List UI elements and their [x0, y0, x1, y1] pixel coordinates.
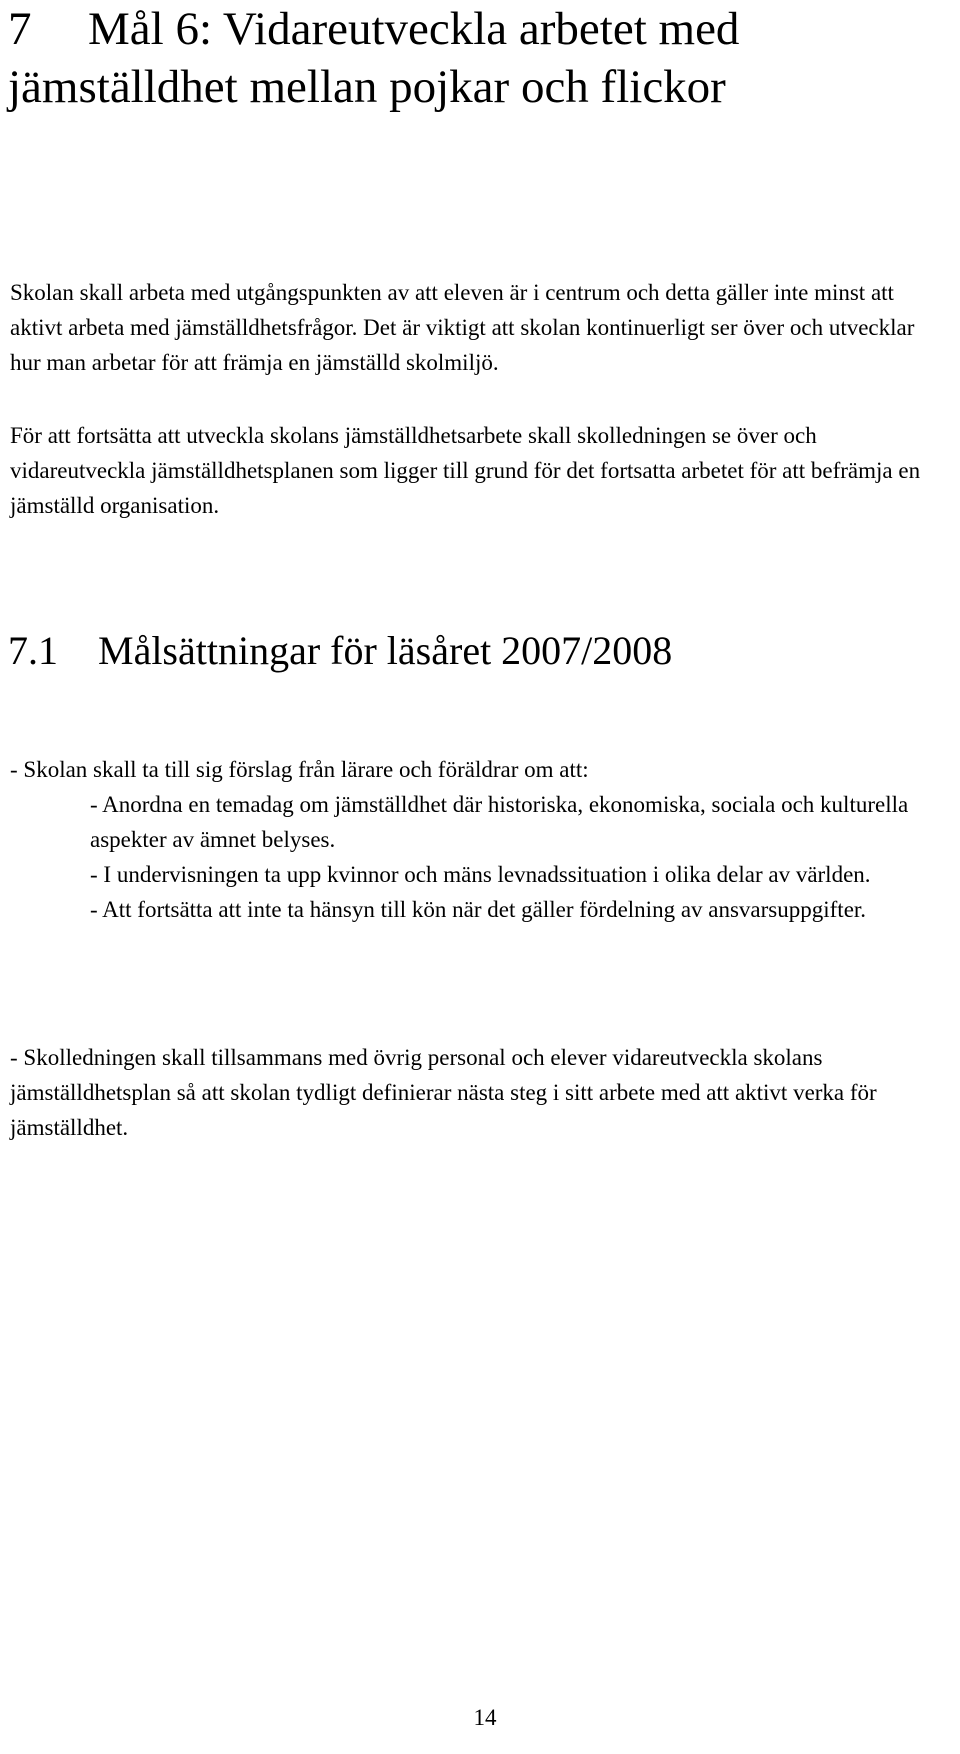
goals-list — [10, 752, 950, 927]
section-heading — [8, 0, 948, 116]
subsection-number: 7.1 — [8, 628, 58, 673]
paragraph-plan: För att fortsätta att utveckla skolans jämställdhetsarbete skall skolledningen se över och vidareutveckla jämställdhetsplanen som ligger till grund för det fortsatta arbetet för att befrämja en jämställd organisation. — [10, 423, 921, 518]
page-number-text: 14 — [473, 1705, 497, 1730]
list-item: - Att fortsätta att inte ta hänsyn till kön när det gäller fördelning av ansvarsuppgifter. — [90, 897, 867, 922]
subsection-title: Målsättningar för läsåret 2007/2008 — [98, 628, 673, 673]
section-number: 7 — [8, 3, 32, 55]
list-item: - Anordna en temadag om jämställdhet där historiska, ekonomiska, sociala och kulturella aspekter av ämnet belyses. — [90, 792, 909, 852]
list-item: - I undervisningen ta upp kvinnor och mäns levnadssituation i olika delar av världen. — [90, 862, 871, 887]
goals-intro: - Skolan skall ta till sig förslag från lärare och föräldrar om att: — [10, 757, 589, 782]
section-title: Mål 6: Vidareutveckla arbetet med jämställdhet mellan pojkar och flickor — [8, 3, 740, 113]
page-number — [0, 1703, 960, 1733]
subsection-heading — [8, 626, 948, 676]
closing-paragraph: - Skolledningen skall tillsammans med övrig personal och elever vidareutveckla skolans jämställdhetsplan så att skolan tydligt definierar nästa steg i sitt arbete med att aktivt verka för jämställdhet. — [10, 1045, 877, 1140]
paragraph-intro: Skolan skall arbeta med utgångspunkten av att eleven är i centrum och detta gäller inte minst att aktivt arbeta med jämställdhetsfrågor. Det är viktigt att skolan kontinuerligt ser över och utvecklar hur man arbetar för att främja en jämställd skolmiljö. — [10, 280, 915, 375]
